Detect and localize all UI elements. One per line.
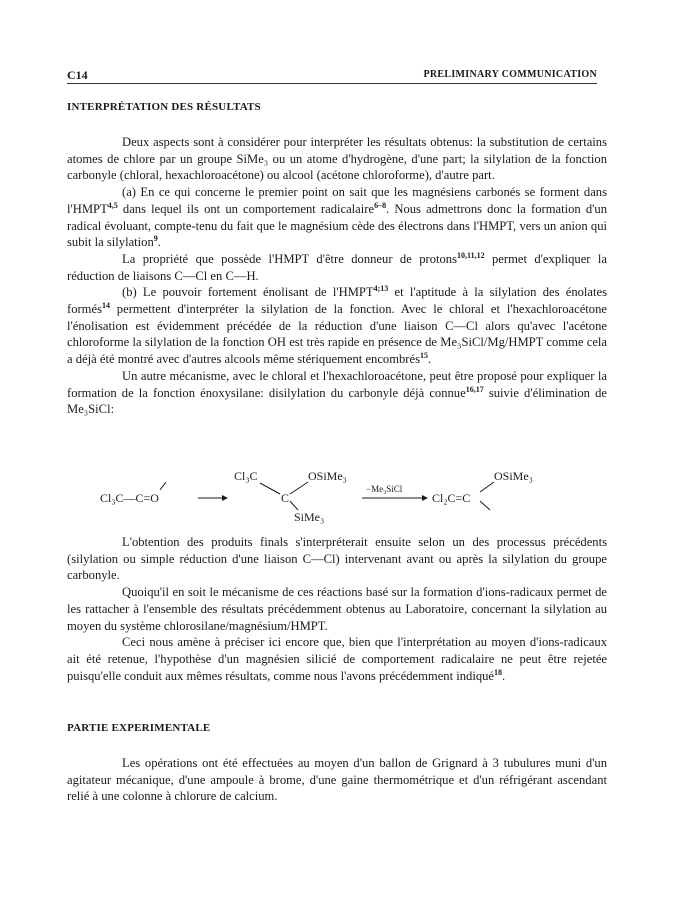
- reactant-bond: [160, 482, 166, 490]
- section-body-interpretation: [67, 134, 607, 418]
- paragraph-experimental-1: Les opérations ont été effectuées au moyen d'un ballon de Grignard à 3 tubulures muni d'un agitateur mécanique, d'une ampoule à brome, d'une gaine thermométrique et d'un réfrigérant ascendant relié à une colonne à chlorure de calcium.: [67, 756, 607, 804]
- bond-line: [480, 482, 494, 492]
- intermediate-osime3: OSiMe₃: [308, 469, 347, 483]
- section-body-experimental: [67, 755, 607, 805]
- citation: 4,5: [107, 200, 118, 210]
- section-body-interpretation-continued: [67, 534, 607, 684]
- paragraph-8: Ceci nous amène à préciser ici encore que, bien que l'interprétation au moyen d'ions-radicaux ait été retenue, l'hypothèse d'un magnésien silicié de comportement radicalaire ne peut être rejetée puisqu'elle conduit aux mêmes résultats, comme nous l'avons précédemment indiqué$^{18}$.: [67, 635, 607, 683]
- intermediate-sime3: SiMe₃: [294, 510, 325, 524]
- citation: 4;13: [373, 284, 389, 294]
- bond-line: [480, 501, 490, 510]
- intermediate-cl3c: Cl₃C: [234, 469, 258, 483]
- reactant-formula: Cl₃C—C=O: [100, 491, 159, 505]
- paragraph-5: Un autre mécanisme, avec le chloral et l'hexachloroacétone, peut être proposé pour expliquer la formation de la fonction énoxysilane: disilylation du carbonyle déjà connue$^{16,17}$ suivie d'élimination de Me₃SiCl:: [67, 368, 607, 417]
- reaction-arrow-2-head: [422, 495, 428, 501]
- reaction-arrow-1-head: [222, 495, 228, 501]
- intermediate-carbon: C: [281, 491, 290, 505]
- paragraph-6: L'obtention des produits finals s'interpréterait ensuite selon un des processus précédents (silylation ou simple réduction d'une liaison C—Cl) intervenant avant ou après la silylation du groupe carbonyle.: [67, 535, 607, 583]
- running-title: PRELIMINARY COMMUNICATION: [423, 69, 597, 80]
- citation: 6–8: [374, 200, 387, 210]
- paragraph-2: (a) En ce qui concerne le premier point on sait que les magnésiens carbonés se forment dans l'HMPT$^{4,5}$ dans lequel ils ont un comportement radicalaire$^{6-8}$. Nous admettrons donc la formation d'un radical évoluant, compte-tenu du fait que le magnésium cède des électrons dans l'HMPT, vers un anion qui subit la silylation$^9$.: [67, 185, 607, 250]
- product-osime3: OSiMe₃: [494, 469, 533, 483]
- paragraph-4: (b) Le pouvoir fortement énolisant de l'HMPT$^{4;13}$ et l'aptitude à la silylation des énolates formés$^{14}$ permettent d'interpréter la silylation de la fonction. Avec le chloral et l'hexachloroacétone l'énolisation est évidemment précédée de la réduction d'une liaison C—Cl alors qu'avec l'acétone chloroforme la silylation de la fonction OH est très rapide en présence de Me₃SiCl/Mg/HMPT comme cela a déjà été montré avec d'autres alcools même stériquement encombrés$^{15}$.: [67, 284, 607, 367]
- bond-line: [260, 483, 280, 494]
- reaction-scheme: [100, 468, 620, 530]
- section-heading-interpretation: INTERPRÉTATION DES RÉSULTATS: [67, 101, 261, 113]
- product-formula: Cl₂C=C: [432, 491, 471, 505]
- reaction-scheme-drawing: [100, 468, 620, 530]
- paragraph-3: La propriété que possède l'HMPT d'être donneur de protons$^{10,11,12}$ permet d'expliquer la réduction de liaisons C—Cl en C—H.: [67, 250, 607, 283]
- bond-line: [290, 482, 308, 494]
- citation: 15: [420, 351, 428, 361]
- arrow-reagent: −Me₃SiCl: [366, 484, 403, 494]
- citation: 10,11,12: [457, 250, 485, 260]
- citation: 9: [153, 234, 158, 244]
- paragraph-7: Quoiqu'il en soit le mécanisme de ces réactions basé sur la formation d'ions-radicaux permet de les rattacher à l'ensemble des résultats précédemment obtenus au Laboratoire, concernant la silylation au moyen du système chlorosilane/magnésium/HMPT.: [67, 585, 607, 633]
- page-number: C14: [67, 68, 88, 82]
- citation: 14: [101, 301, 110, 311]
- header-rule: [67, 83, 597, 84]
- paragraph-1: Deux aspects sont à considérer pour interpréter les résultats obtenus: la substitution de certains atomes de chlore par un groupe SiMe₃ ou un atome d'hydrogène, d'une part; la silylation de la fonction carbonyle (chloral, hexachloroacétone) ou alcool (acétone chloroforme), d'autre part.: [67, 135, 607, 183]
- citation: 16,17: [465, 384, 484, 394]
- page-header: [67, 68, 597, 82]
- citation: 18: [494, 667, 503, 677]
- bond-line: [290, 501, 298, 510]
- section-heading-experimental: PARTIE EXPERIMENTALE: [67, 722, 211, 734]
